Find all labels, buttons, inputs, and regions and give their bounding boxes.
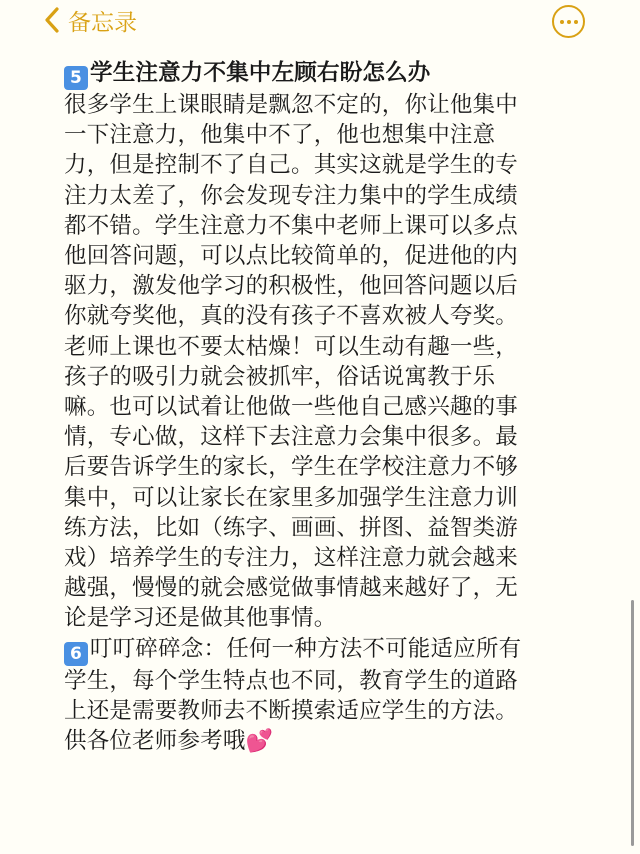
section-6-first-line bbox=[64, 634, 564, 666]
text-line: 他回答问题，可以点比较简单的，促进他的内 bbox=[64, 243, 519, 270]
chevron-left-icon bbox=[44, 6, 60, 34]
text-line: 嘛。也可以试着让他做一些他自己感兴趣的事 bbox=[64, 394, 519, 421]
back-label: 备忘录 bbox=[68, 9, 137, 36]
text-line: 老师上课也不要太枯燥！可以生动有趣一些， bbox=[64, 333, 519, 360]
text-line: 孩子的吸引力就会被抓牢，俗话说寓教于乐 bbox=[64, 363, 496, 390]
text-line: 驱力，激发他学习的积极性，他回答问题以后 bbox=[64, 273, 519, 300]
text-line: 越强，慢慢的就会感觉做事情越来越好了，无 bbox=[64, 575, 519, 602]
text-line: 后要告诉学生的家长，学生在学校注意力不够 bbox=[64, 454, 519, 481]
keycap-6-icon: 6 bbox=[64, 642, 88, 666]
section-6-line: 叮叮碎碎念：任何一种方法不可能适应所有 bbox=[90, 635, 522, 662]
text-line: 都不错。学生注意力不集中老师上课可以多点 bbox=[64, 212, 519, 239]
text-line: 很多学生上课眼睛是飘忽不定的，你让他集中 bbox=[64, 92, 519, 118]
scrollbar[interactable] bbox=[631, 600, 634, 846]
text-line: 一下注意力，他集中不了，他也想集中注意 bbox=[64, 122, 496, 149]
text-line: 力，但是控制不了自己。其实这就是学生的专 bbox=[64, 152, 519, 179]
section-5-title: 学生注意力不集中左顾右盼怎么办 bbox=[90, 60, 431, 86]
text-line: 戏）培养学生的专注力，这样注意力就会越来 bbox=[64, 545, 519, 572]
back-button[interactable] bbox=[44, 3, 137, 37]
more-icon[interactable] bbox=[552, 5, 585, 38]
closing-text: 供各位老师参考哦 bbox=[64, 728, 246, 755]
keycap-5-icon: 5 bbox=[64, 66, 88, 90]
note-body[interactable] bbox=[64, 58, 564, 757]
text-line: 你就夸奖他，真的没有孩子不喜欢被人夸奖。 bbox=[64, 303, 519, 330]
section-6-text bbox=[64, 666, 564, 726]
text-line: 集中，可以让家长在家里多加强学生注意力训 bbox=[64, 484, 519, 511]
text-line: 练方法，比如（练字、画画、拼图、益智类游 bbox=[64, 514, 519, 541]
text-line: 注力太差了，你会发现专注力集中的学生成绩 bbox=[64, 182, 519, 209]
text-line: 学生，每个学生特点也不同，教育学生的道路 bbox=[64, 667, 519, 694]
text-line: 情，专心做，这样下去注意力会集中很多。最 bbox=[64, 424, 519, 451]
section-5-text bbox=[64, 90, 564, 634]
text-line: 上还是需要教师去不断摸索适应学生的方法。 bbox=[64, 697, 519, 724]
two-hearts-icon: 💕 bbox=[245, 729, 274, 755]
text-line: 论是学习还是做其他事情。 bbox=[64, 605, 337, 632]
section-5-heading bbox=[64, 58, 564, 90]
closing-line bbox=[64, 726, 564, 757]
top-bar bbox=[0, 0, 640, 46]
